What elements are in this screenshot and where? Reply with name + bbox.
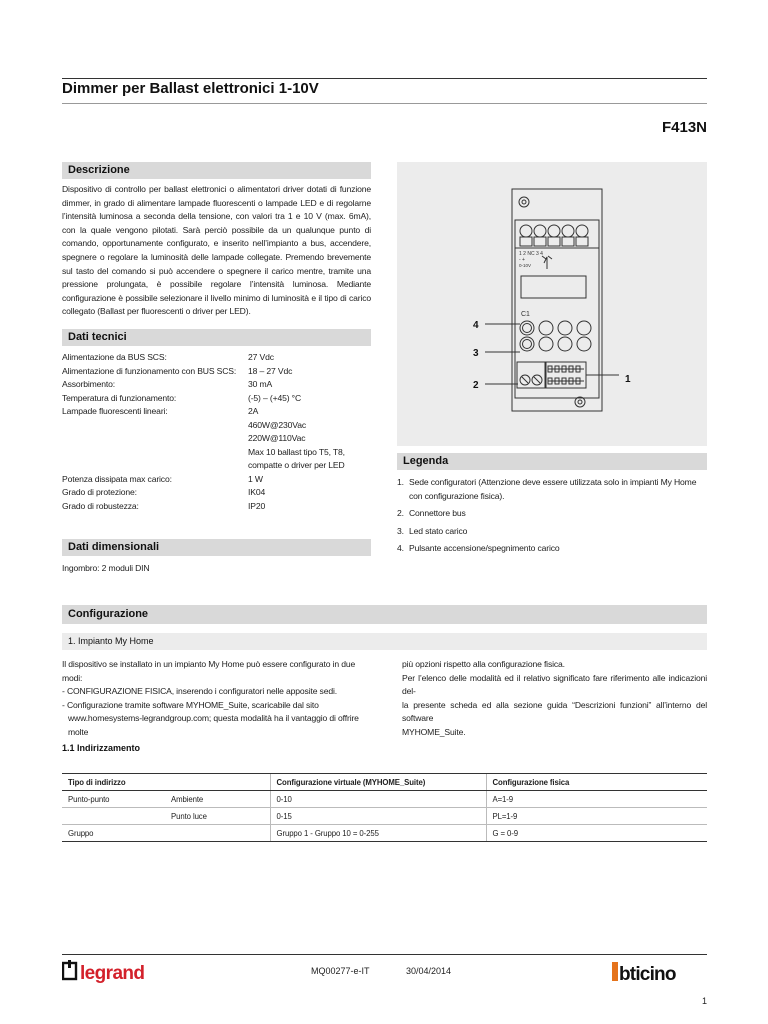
device-diagram xyxy=(397,162,707,446)
section-dati-tecnici: Dati tecnici xyxy=(62,329,371,346)
terminal-label-2: - + xyxy=(519,257,525,263)
legend-item: 2. Connettore bus xyxy=(397,508,466,519)
legend-item: 4. Pulsante accensione/spegnimento carico xyxy=(397,543,560,554)
spec-row: compatte o driver per LED xyxy=(248,460,345,470)
callout-1: 1 xyxy=(625,374,631,385)
legend-item: 3. Led stato carico xyxy=(397,525,468,536)
spec-row: Max 10 ballast tipo T5, T8, xyxy=(248,446,345,457)
page-number: 1 xyxy=(701,996,707,1006)
spec-row: Lampade fluorescenti lineari: 2A xyxy=(62,406,259,416)
spec-row: Alimentazione da BUS SCS: 27 Vdc xyxy=(62,352,274,362)
addressing-table xyxy=(62,773,707,842)
table-row: Punto luce 0-15 PL=1-9 xyxy=(62,808,707,825)
descrizione-text: Dispositivo di controllo per ballast elettronici o alimentatori driver dotati di funzione dimmer, in grado di alimentare lampade fluorescenti o lampade LED e di regolarne l’intensità luminosa a seconda della tensione, con valori tra 1 e 10 V (max. 6mA), con la quale vengono pilotati. Sarà perciò possibile da un qualunque punto di comando, opportunamente configurato, e inserito nell’impianto a bus, accendere, spegnere o regolare la luminosità delle lampade collegate. Premendo brevemente sul tasto del comando si può accendere o spegnere il carico mentre, tramite una pressione prolungata, è possibile regolare l’intensità luminosa. Mediante configurazione è possibile selezionare il livello minimo di luminosità e il tipo di carico collegato (Ballast per fluorescenti o driver per LED). xyxy=(62,184,371,317)
terminal-label-3: 0-10V xyxy=(519,263,532,268)
product-code: F413N xyxy=(661,119,707,136)
spec-row: Grado di robustezza: IP20 xyxy=(62,500,266,511)
bticino-wordmark: bticino xyxy=(619,964,676,984)
spec-row: Alimentazione di funzionamento con BUS SCS: 18 – 27 Vdc xyxy=(62,365,293,376)
footer-rule xyxy=(62,954,707,955)
subsection-impianto: 1. Impianto My Home xyxy=(62,633,707,650)
callout-4: 4 xyxy=(473,320,479,331)
legrand-wordmark: legrand xyxy=(80,963,145,984)
section-dati-dimensionali: Dati dimensionali xyxy=(62,539,371,556)
table-header-row: Tipo di indirizzo Configurazione virtuale (MYHOME_Suite) Configurazione fisica xyxy=(62,774,707,791)
spec-row: Temperatura di funzionamento: (-5) – (+45) °C xyxy=(62,392,302,403)
bticino-logo-mark xyxy=(612,960,708,984)
dati-tecnici-list xyxy=(62,351,371,521)
legenda-list xyxy=(397,476,707,560)
legrand-logo xyxy=(62,960,164,984)
title-rule xyxy=(62,103,707,104)
callout-3: 3 xyxy=(473,348,479,359)
legend-item: 1. Sede configuratori (Attenzione deve essere utilizzata solo in impianti My Home con configurazione fisica). xyxy=(397,477,697,501)
spec-row: Grado di protezione: IK04 xyxy=(62,487,266,497)
top-rule xyxy=(62,78,707,79)
section-legenda: Legenda xyxy=(397,453,707,470)
section-descrizione: Descrizione xyxy=(62,162,371,179)
legrand-logo-mark xyxy=(62,960,164,984)
config-left-text: Il dispositivo se installato in un impianto My Home può essere configurato in due modi: - CONFIGURAZIONE FISICA, inserendo i configuratori nelle apposite sedi. - Configurazione tramite software MYHOME_Suite, scaricabile dal sito www.homesystems-legrandgroup.com; questa modalità ha il vantaggio di offrire molte xyxy=(62,659,359,737)
callout-2: 2 xyxy=(473,380,479,391)
page-title: Dimmer per Ballast elettronici 1-10V xyxy=(62,80,319,97)
spec-row: 460W@230Vac xyxy=(248,419,307,430)
doc-date: 30/04/2014 xyxy=(406,966,452,976)
dati-dimensionali-text: Ingombro: 2 moduli DIN xyxy=(62,563,150,573)
config-right-text: più opzioni rispetto alla configurazione fisica. Per l’elenco delle modalità ed il relativo significato fare riferimento alle indicazioni del- la presente scheda ed alla sezione guida “Descrizioni funzioni” all’interno del software MYHOME_Suite. xyxy=(402,659,707,737)
table-row: Punto-punto Ambiente 0-10 A=1-9 xyxy=(62,791,707,808)
c1-label: C1 xyxy=(521,311,530,318)
bticino-logo xyxy=(612,960,708,984)
doc-code: MQ00277-e-IT xyxy=(311,966,370,976)
spec-row: Assorbimento: 30 mA xyxy=(62,379,273,389)
indirizzamento-heading: 1.1 Indirizzamento xyxy=(62,743,141,753)
terminal-label-1: 1 2 NC 3 4 xyxy=(519,251,543,257)
section-configurazione: Configurazione xyxy=(62,605,707,624)
table-row: Gruppo Gruppo 1 - Gruppo 10 = 0-255 G = 0-9 xyxy=(62,825,707,842)
device-drawing xyxy=(397,162,707,446)
spec-row: 220W@110Vac xyxy=(248,433,306,443)
spec-row: Potenza dissipata max carico: 1 W xyxy=(62,473,263,484)
